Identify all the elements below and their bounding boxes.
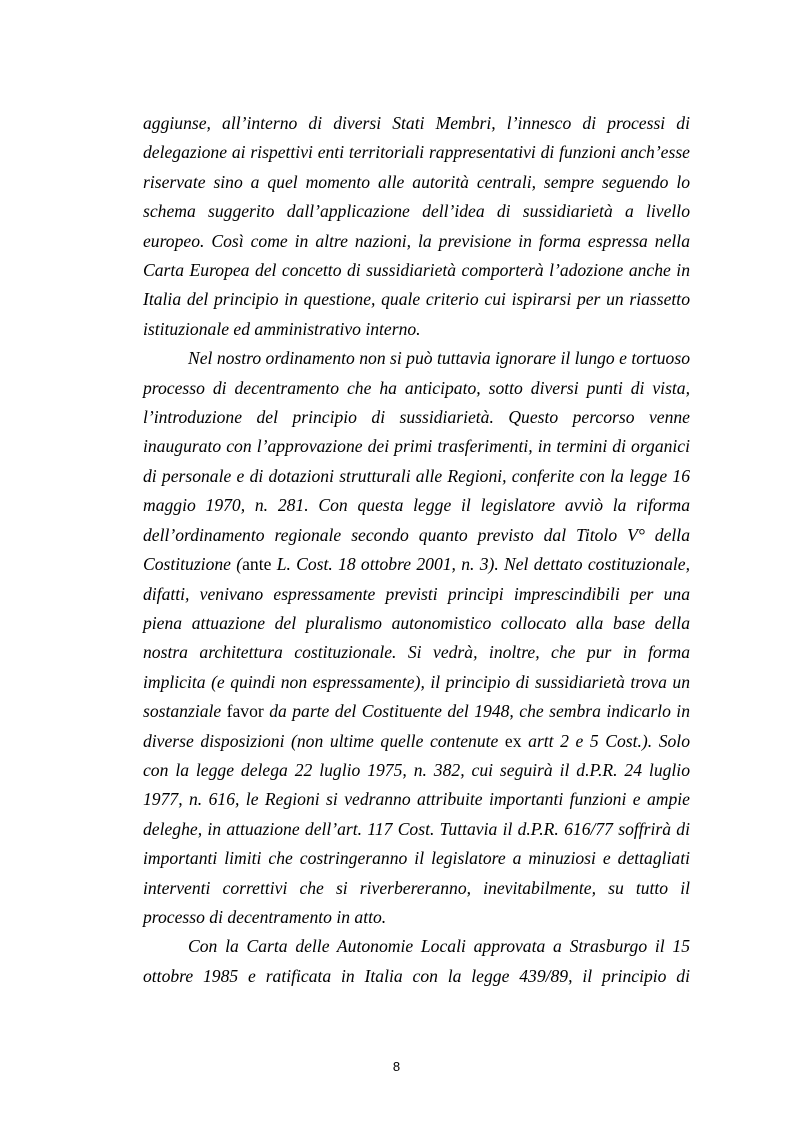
paragraph-2-text-c: da parte del Costituente del 1948, che sembra indicarlo in diverse disposizioni (non ultime quelle contenute [143,701,690,751]
latin-term-ex: ex [504,730,522,751]
paragraph-2-text-a: Nel nostro ordinamento non si può tuttavia ignorare il lungo e tortuoso processo di decentramento che ha anticipato, sotto diversi punti di vista, l’introduzione del principio di sussidiarietà. Questo percorso venne inaugurato con l’approvazione dei primi trasferimenti, in termini di organici di personale e di dotazioni strutturali alle Regioni, conferite con la legge 16 maggio 1970, n. 281. Con questa legge il legislatore avviò la riforma dell’ordinamento regionale secondo quanto previsto dal Titolo V° della Costituzione ( [143,348,690,575]
paragraph-2-text-d: artt 2 e 5 Cost.). Solo con la legge delega 22 luglio 1975, n. 382, cui seguirà il d.P.R. 24 luglio 1977, n. 616, le Regioni si vedranno attribuite importanti funzioni e ampie deleghe, in attuazione dell’art. 117 Cost. Tuttavia il d.P.R. 616/77 soffrirà di importanti limiti che costringeranno il legislatore a minuziosi e dettagliati interventi correttivi che si riverbereranno, inevitabilmente, su tutto il processo di decentramento in atto. [143,730,690,927]
paragraph-1-text: aggiunse, all’interno di diversi Stati Membri, l’innesco di processi di delegazione ai rispettivi enti territoriali rappresentativi di funzioni anch’esse riservate sino a quel momento alle autorità centrali, sempre seguendo lo schema suggerito dall’applicazione dell’idea di sussidiarietà a livello europeo. Così come in altre nazioni, la previsione in forma espressa nella Carta Europea del concetto di sussidiarietà comporterà l’adozione anche in Italia del principio in questione, quale criterio cui ispirarsi per un riassetto istituzionale ed amministrativo interno. [143,113,690,339]
latin-term-favor: favor [226,701,264,722]
latin-term-ante: ante [242,554,272,575]
paragraph-3-text: Con la Carta delle Autonomie Locali approvata a Strasburgo il 15 ottobre 1985 e ratificata in Italia con la legge 439/89, il principio di [143,936,690,986]
paragraph-2-text-b: L. Cost. 18 ottobre 2001, n. 3). Nel dettato costituzionale, difatti, venivano espressamente previsti principi imprescindibili per una piena attuazione del pluralismo autonomistico collocato alla base della nostra architettura costituzionale. Si vedrà, inoltre, che pur in forma implicita (e quindi non espressamente), il principio di sussidiarietà trova un sostanziale [143,554,690,722]
paragraph-3 [143,932,690,991]
paragraph-1 [143,109,690,344]
paragraph-2 [143,344,690,932]
page-body [143,109,690,991]
page-number: 8 [392,1059,401,1074]
